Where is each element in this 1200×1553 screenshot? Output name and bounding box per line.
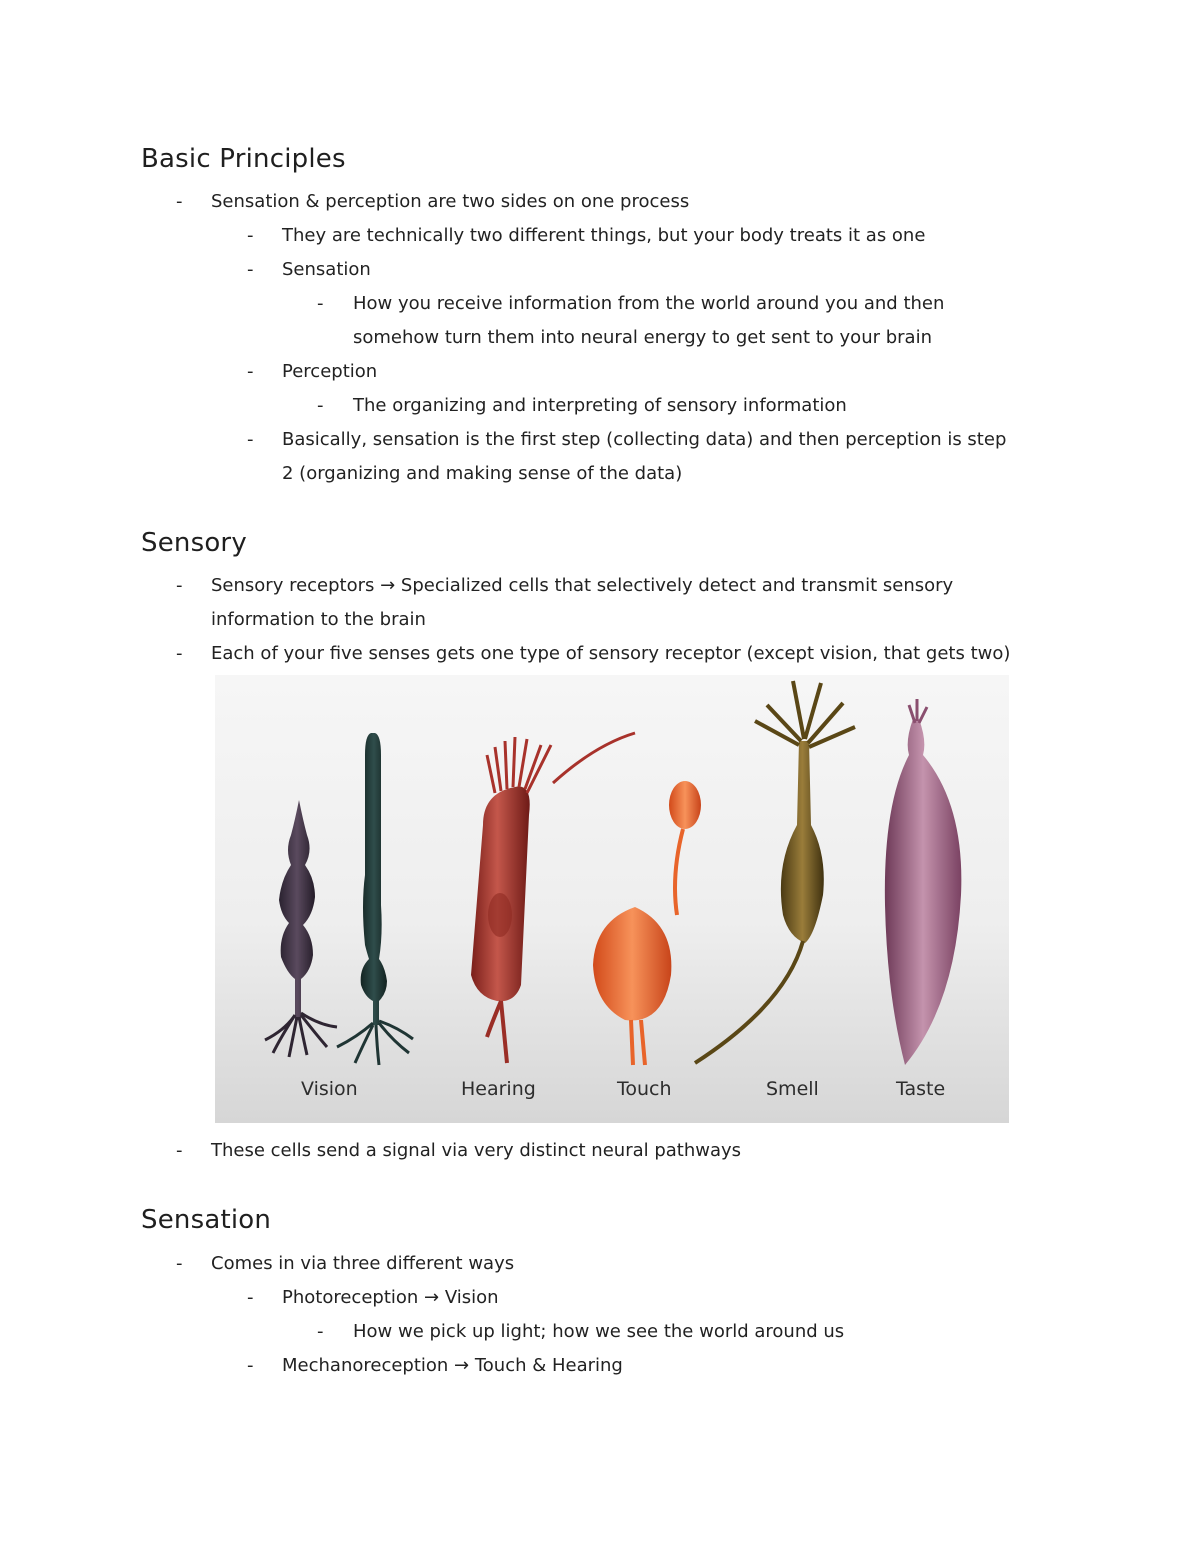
taste-cell bbox=[885, 699, 961, 1065]
heading-sensory: Sensory bbox=[141, 528, 247, 558]
rod-cell bbox=[337, 733, 413, 1065]
olfactory-cell bbox=[695, 681, 855, 1063]
figure-label-vision: Vision bbox=[301, 1078, 358, 1100]
heading-sensation: Sensation bbox=[141, 1205, 272, 1235]
touch-receptor bbox=[593, 781, 701, 1065]
figure-label-hearing: Hearing bbox=[461, 1078, 536, 1100]
figure-label-taste: Taste bbox=[896, 1078, 946, 1100]
figure-label-smell: Smell bbox=[766, 1078, 819, 1100]
figure-label-touch: Touch bbox=[617, 1078, 672, 1100]
heading-basic-principles: Basic Principles bbox=[141, 144, 346, 174]
document-page: Basic Principles - Sensation & perception are two sides on one process - They are technically two different things, but your body treats it as one - Sensation - How you receive information from the world around you and then somehow turn them into neural energy to get sent to your brain - Perception - The organizing and interpreting of sensory information - Basically, sensation is the first step (collecting data) and then perception is step 2 (organizing and making sense of the data) Sensory - Sensory receptors → Specialized cells that selectively detect and transmit sensory information to the brain - Each of your five senses gets one type of sensory receptor (except vision, that gets two) Vision Hearing Touch Smell Taste - These cells send a signal via very distinct neural pathways Sensation - Comes in via three different ways - Photoreception → Vision - How we pick up light; how we see the world around us - Mechanoreception → Touch & Hearing bbox=[141, 144, 1011, 1376]
receptor-cells-illustration bbox=[215, 675, 1009, 1123]
cone-cell bbox=[265, 800, 337, 1057]
sensory-receptors-figure bbox=[215, 675, 1009, 1123]
hair-cell bbox=[471, 733, 635, 1063]
